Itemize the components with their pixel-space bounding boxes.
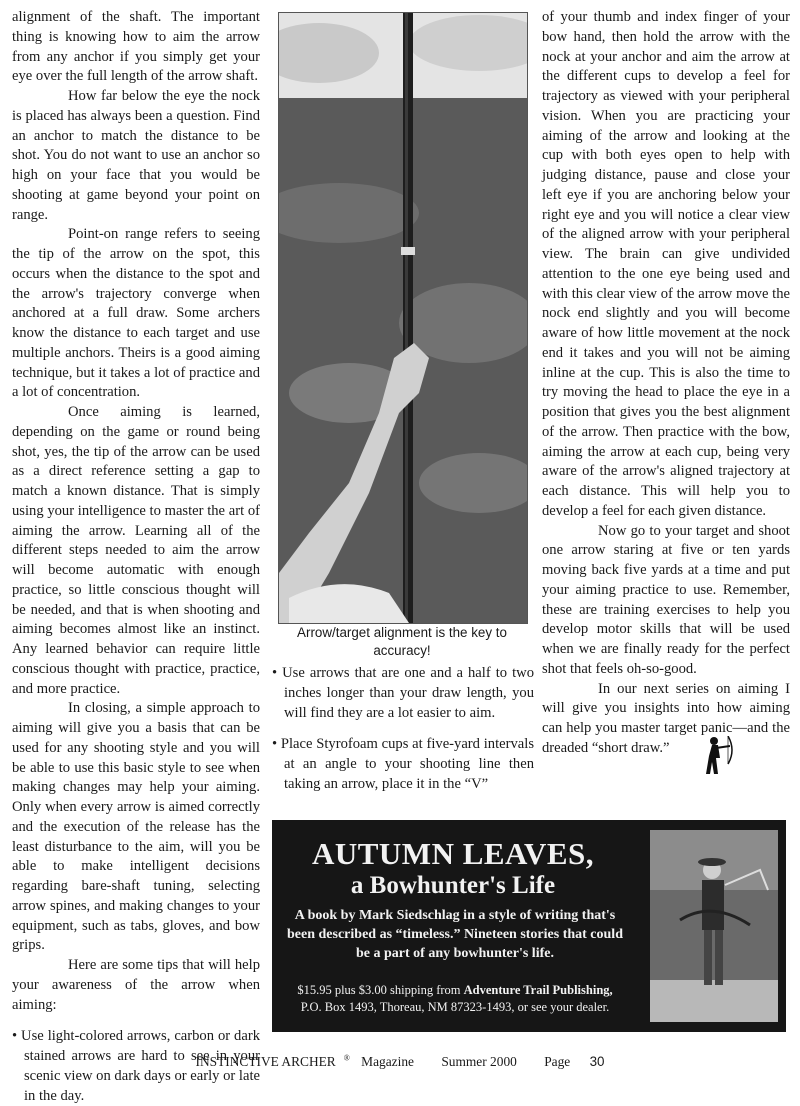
arrow-alignment-photo [278, 12, 528, 624]
footer-registered-mark: ® [343, 1054, 350, 1063]
footer-page-label: Page [544, 1054, 571, 1070]
footer-page [536, 1054, 612, 1069]
photo-caption: Arrow/target alignment is the key to accuracy! [297, 625, 507, 658]
page-footer [0, 1054, 800, 1070]
left-paragraph-4: Once aiming is learned, depending on the game or round being shot, yes, the tip of the arrow can be used as a direct reference setting a gap to match a known distance. That is simply using your intelligence to master the art of aiming the arrow. Learning all of the different steps needed to aim the arrow will become automatic with enough practice, so little conscious thought will be needed, and that is when shooting and aiming becomes almost like an instinct. Any learned behavior can require little conscious thought with practice, practice, and more practice. [12, 404, 260, 697]
footer-page-number: 30 [589, 1054, 605, 1070]
left-paragraph-6: Here are some tips that will help your awareness of the arrow when aiming: [12, 957, 260, 1013]
left-paragraph-5: In closing, a simple approach to aiming will give you a basis that can be used for any shooting style and you will be able to use this basic style to see when making changes may help your aiming. Only when every arrow is aimed correctly and the execution of the release has the least disturbance to the aim, will you be able to make intelligent decisions regarding bare-shaft tuning, selecting arrow spines, and making changes to your equipment, such as tabs, gloves, and bow grips. [12, 700, 260, 954]
footer-magazine-word: Magazine [361, 1054, 414, 1070]
left-paragraph-3: Point-on range refers to seeing the tip of the arrow on the spot, this occurs when the distance to the spot and the arrow's trajectory converge when anchored at a full draw. Some archers know the distance to each target and use multiple anchors. Theirs is a good aiming technique, but it takes a lot of practice and a lot of concentration. [12, 226, 260, 401]
left-paragraph-1: alignment of the shaft. The important thing is knowing how to aim the arrow from any anchor if you simply get your eye over the full length of the arrow shaft. [12, 9, 260, 85]
middle-tips-list [272, 664, 534, 807]
ad-price-line: $15.95 plus $3.00 shipping from [297, 983, 461, 997]
footer-magazine-name: INSTINCTIVE ARCHER [195, 1054, 336, 1070]
right-paragraph-3: In our next series on aiming I will give you insights into how aiming can help you master target panic—and the dreaded “short draw.” [542, 680, 790, 756]
photo-illustration [279, 13, 527, 623]
right-paragraph-2: Now go to your target and shoot one arrow staring at five or ten yards moving back five yards at a time and put your aiming practice to use. Remember, these are training exercises to help you develop motor skills that will be used when we are finally ready for the perfect shot that feels oh-so-good. [542, 522, 790, 677]
middle-bullet-1: • Use arrows that are one and a half to two inches longer than your draw length, you will find they are a lot easier to aim. [272, 665, 534, 721]
ad-title-line1: AUTUMN LEAVES, [311, 836, 595, 871]
right-column [542, 8, 790, 759]
ad-title-line2: a Bowhunter's Life [350, 872, 556, 899]
book-advertisement [272, 820, 786, 1032]
left-paragraph-2: How far below the eye the nock is placed has always been a question. Find an anchor to match the distance to be shot. You do not want to use an anchor so high on your face that you would be shooting at game beyond your point on range. [12, 88, 260, 223]
left-bullet-1: • Use light-colored arrows, carbon or dark stained arrows are hard to see in your scenic view on dark days or early or late in the day. [12, 1028, 260, 1104]
ad-price-info [282, 982, 628, 1016]
bowhunter-photo [650, 830, 778, 1022]
left-column [12, 8, 260, 1106]
footer-issue: Summer 2000 [441, 1054, 517, 1070]
middle-bullet-2: • Place Styrofoam cups at five-yard intervals at an angle to your shooting line then taking an arrow, place it in the “V” [272, 736, 534, 792]
right-paragraph-1: of your thumb and index finger of your bow hand, then hold the arrow with the nock at your anchor and aim the arrow at the different cups to develop a feel for trajectory as viewed with your peripheral vision. When you are practicing your aiming of the arrow and looking at the cup with both eyes open to help with judging distance, pause and close your left eye if you are anchoring below your right eye and you will notice a clear view of the aligned arrow with your peripheral view. The brain can give undivided attention to the one eye being used and with this clear view of the arrow move the nock end slightly and you will become aware of how little movement at the nock end it takes and you will not be aiming inline at the cup. This is also the time to try moving the head to place the eye in a position that gives you the best alignment of the arrow. Then practice with the bow, aiming the arrow at each cup, being very aware of the arrow's aligned trajectory at each distance. This will help you to develop a feel for each given distance. [542, 9, 790, 519]
archer-silhouette-icon [702, 736, 736, 781]
ad-publisher: Adventure Trail Publishing, [463, 983, 613, 997]
ad-address: P.O. Box 1493, Thoreau, NM 87323-1493, or see your dealer. [300, 1000, 610, 1014]
footer-magazine [188, 1054, 422, 1069]
ad-description: A book by Mark Siedschlag in a style of writing that's been described as “timeless.” Nineteen stories that could be a part of any bowhunter's life. [287, 908, 623, 961]
